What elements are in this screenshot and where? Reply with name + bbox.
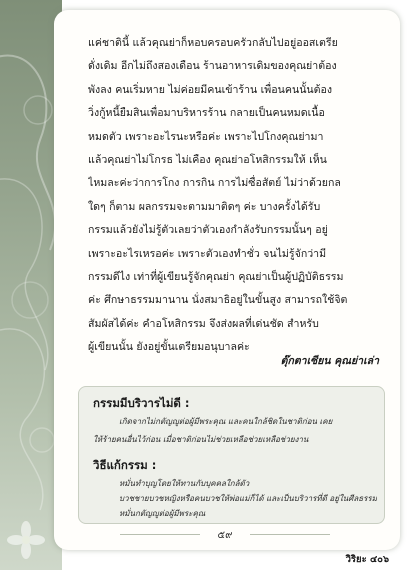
box-heading-remedy: วิธีแก้กรรม :: [93, 458, 157, 472]
box-text-line: บวชชายบวชหญิงหรือคนบวชให้พ่อแม่ก็ได้ และเป็นบริวารที่ดี อยู่ในศีลธรรม: [119, 494, 377, 503]
swirl-ornament-icon: [0, 0, 62, 570]
body-line: หมดตัว เพราะอะไรนะหรือค่ะ เพราะไปโกงคุณย่ามา: [88, 130, 324, 143]
body-line: พังลง คนเริ่มหาย ไม่ค่อยมีคนเข้าร้าน เพื่อนคนนั้นต้อง: [88, 83, 333, 96]
box-text-line: ให้ร้ายคนอื่นไว้ก่อน เมื่อชาติก่อนไม่ช่วยเหลือช่วยเหลือช่วยงาน: [93, 435, 309, 444]
flower-ornament-icon: [6, 520, 46, 560]
box-heading-bad-retinue: กรรมมีบริวารไม่ดี :: [93, 396, 190, 410]
author-signature: ตุ๊กตาเซียน คุณย่าเล่า: [280, 355, 379, 367]
footer-rule-left: [120, 534, 200, 535]
box-text-line: หมั่นกตัญญูต่อผู้มีพระคุณ: [119, 509, 206, 518]
karma-info-box: [78, 386, 385, 524]
box-text-line: เกิดจากไม่กตัญญูต่อผู้มีพระคุณ และคนใกล้ชิดในชาติก่อน เคย: [119, 417, 333, 426]
body-line: กรรมดีไง เท่าที่ผู้เขียนรู้จักคุณย่า คุณย่าเป็นผู้ปฏิบัติธรรม: [88, 271, 344, 284]
article-body: [88, 32, 384, 360]
decorative-side-panel: [0, 0, 62, 570]
body-line: แค่ชาตินี้ แล้วคุณย่าก็หอบครอบครัวกลับไปอยู่ออสเตรีย: [88, 37, 338, 49]
body-line: ค่ะ ศึกษาธรรมมานาน นั่งสมาธิอยู่ในขั้นสูง สามารถใช้จิต: [88, 294, 348, 307]
box-text-line: หมั่นทำบุญโดยให้ทานกับบุคคลใกล้ตัว: [119, 479, 250, 488]
body-line: เพราะอะไรเหรอค่ะ เพราะตัวเองทำชั่ว จนไม่รู้จักว่ามี: [88, 247, 327, 260]
body-line: แล้วคุณย่าไม่โกรธ ไม่เคือง คุณย่าอโหสิกรรมให้ เห็น: [88, 154, 327, 167]
body-line: วิ่งกู้หนี้ยืมสินเพื่อมาบริหารร้าน กลายเป็นคนหมดเนื้อ: [88, 107, 325, 120]
body-line: สัมผัสได้ค่ะ คำอโหสิกรรม จึงส่งผลที่เด่นชัด สำหรับ: [88, 317, 319, 330]
body-line: กรรมแล้วยังไม่รู้ตัวเลยว่าตัวเองกำลังรับกรรมนั้นๆ อยู่: [88, 224, 328, 237]
body-line: ผู้เขียนนั้น ยังอยู่ขั้นเตรียมอนุบาลค่ะ: [88, 341, 250, 354]
footer-rule-right: [250, 534, 330, 535]
page-number: ๕๙: [217, 530, 233, 541]
body-line: ดั่งเดิม อีกไม่ถึงสองเดือน ร้านอาหารเดิมของคุณย่าต้อง: [88, 60, 337, 73]
body-line: ใดๆ ก็ตาม ผลกรรมจะตามมาติดๆ ค่ะ บางครั้งได้รับ: [88, 200, 321, 213]
issue-label: วิริยะ ๔๐๖: [345, 554, 389, 565]
body-line: ไหมละค่ะว่าการโกง การกิน การไม่ซื่อสัตย์ ไม่ว่าด้วยกล: [88, 177, 341, 190]
